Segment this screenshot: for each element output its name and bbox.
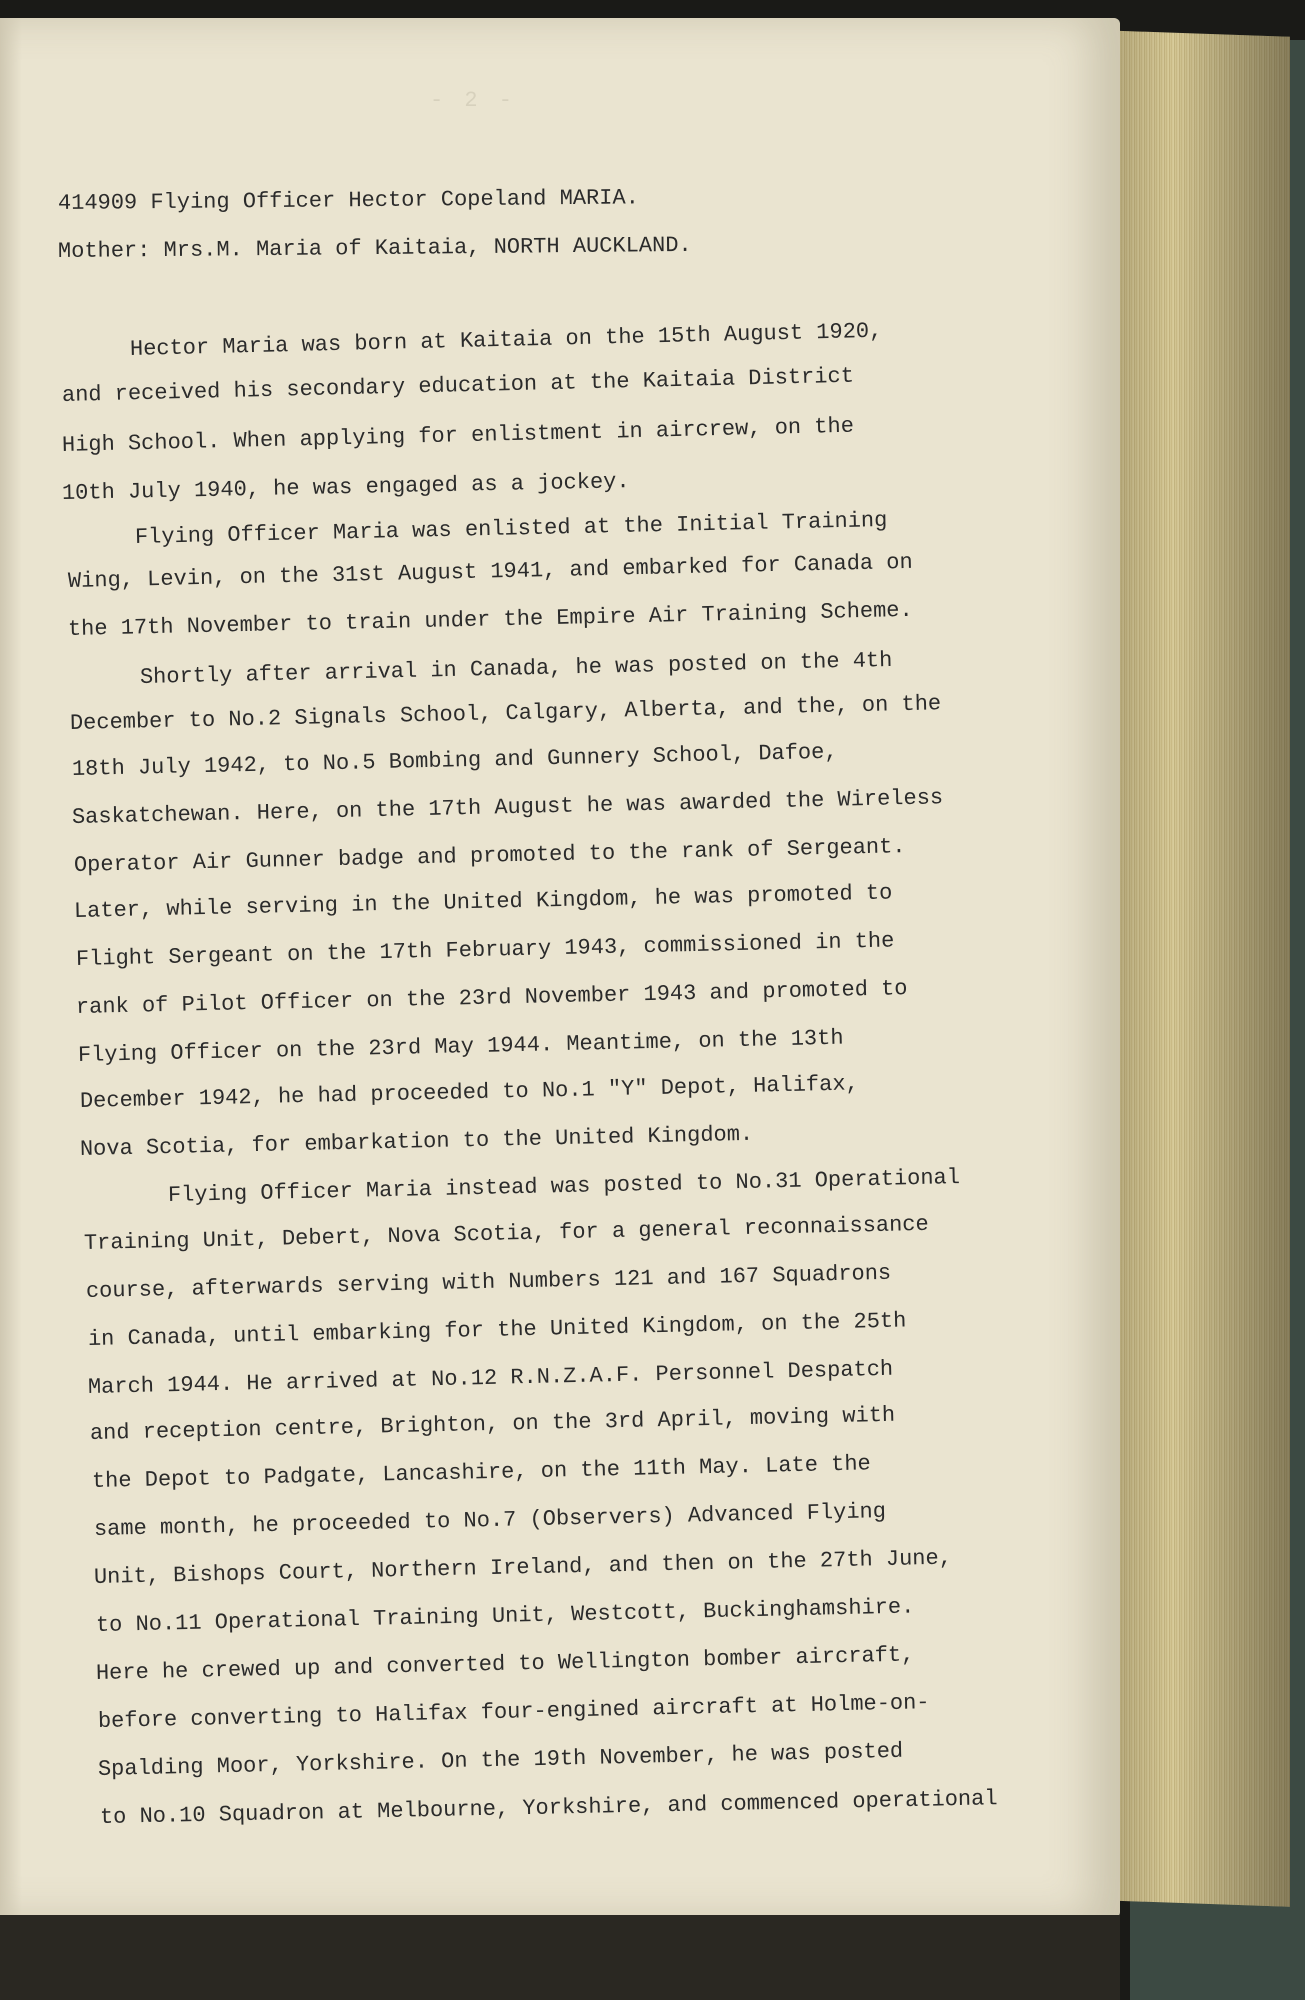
body-line: Flight Sergeant on the 17th February 1943, commissioned in the <box>75 928 895 972</box>
body-line: 18th July 1942, to No.5 Bombing and Gunnery School, Dafoe, <box>71 739 838 782</box>
body-line: course, afterwards serving with Numbers 121 and 167 Squadrons <box>85 1260 892 1304</box>
body-line: Later, while serving in the United Kingdom, he was promoted to <box>73 880 893 924</box>
body-line: Flying Officer on the 23rd May 1944. Meantime, on the 13th <box>77 1025 844 1068</box>
page-edges <box>1095 30 1290 1907</box>
body-line: December to No.2 Signals School, Calgary, Alberta, and the, on the <box>69 691 942 736</box>
body-line: in Canada, until embarking for the United Kingdom, on the 25th <box>87 1308 907 1352</box>
body-line: before converting to Halifax four-engined aircraft at Holme-on- <box>97 1690 930 1734</box>
body-line: Training Unit, Debert, Nova Scotia, for a general reconnaissance <box>83 1211 929 1256</box>
body-line: Shortly after arrival in Canada, he was posted on the 4th <box>139 647 893 690</box>
body-line: Flying Officer Maria instead was posted to No.31 Operational <box>167 1165 961 1208</box>
body-line: Wing, Levin, on the 31st August 1941, and embarked for Canada on <box>67 549 913 594</box>
body-line: the 17th November to train under the Empire Air Training Scheme. <box>67 597 913 642</box>
body-line: Here he crewed up and converted to Wellington bomber aircraft, <box>95 1642 915 1686</box>
body-line: to No.10 Squadron at Melbourne, Yorkshire, and commenced operational <box>99 1786 998 1830</box>
page-number: - 2 - <box>430 88 517 113</box>
body-line: Operator Air Gunner badge and promoted to the rank of Sergeant. <box>73 834 906 878</box>
body-line: and received his secondary education at the Kaitaia District <box>61 363 855 408</box>
body-line: Unit, Bishops Court, Northern Ireland, and then on the 27th June, <box>93 1545 953 1590</box>
body-line: and reception centre, Brighton, on the 3rd April, moving with <box>89 1402 896 1446</box>
header-line-1: 414909 Flying Officer Hector Copeland MARIA. <box>57 185 639 216</box>
body-line: rank of Pilot Officer on the 23rd November 1943 and promoted to <box>75 976 908 1020</box>
body-line: Hector Maria was born at Kaitaia on the 15th August 1920, <box>129 318 883 362</box>
document-page <box>0 18 1120 1918</box>
body-line: Nova Scotia, for embarkation to the United Kingdom. <box>79 1121 754 1162</box>
body-line: Saskatchewan. Here, on the 17th August he was awarded the Wireless <box>71 785 944 830</box>
body-line: the Depot to Padgate, Lancashire, on the 11th May. Late the <box>91 1451 872 1494</box>
body-line: 10th July 1940, he was engaged as a jockey. <box>61 469 630 506</box>
scan-background <box>0 1915 1120 2000</box>
body-line: to No.11 Operational Training Unit, Westcott, Buckinghamshire. <box>95 1594 915 1638</box>
body-line: Spalding Moor, Yorkshire. On the 19th November, he was posted <box>97 1738 904 1782</box>
body-line: December 1942, he had proceeded to No.1 "Y" Depot, Halifax, <box>79 1071 860 1114</box>
body-line: High School. When applying for enlistment in aircrew, on the <box>61 413 855 458</box>
body-line: same month, he proceeded to No.7 (Observers) Advanced Flying <box>93 1499 887 1542</box>
body-line: March 1944. He arrived at No.12 R.N.Z.A.F. Personnel Despatch <box>87 1356 894 1400</box>
body-line: Flying Officer Maria was enlisted at the Initial Training <box>134 507 888 550</box>
header-line-2: Mother: Mrs.M. Maria of Kaitaia, NORTH AUCKLAND. <box>57 232 692 264</box>
